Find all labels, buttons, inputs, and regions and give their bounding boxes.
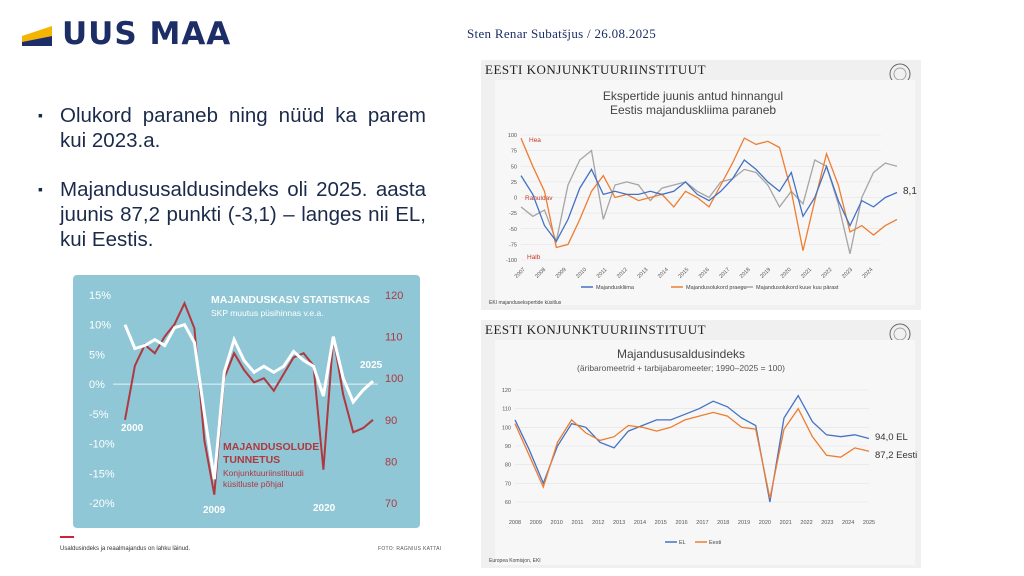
y-tick-label: 100 (501, 425, 511, 432)
x-tick-label: 2010 (550, 520, 563, 526)
x-tick-label: 2023 (841, 266, 855, 280)
end-value-label: 87,2 Eesti (875, 450, 918, 461)
chart-source: Europea Komisjon, EKI (489, 558, 541, 564)
author-date: Sten Renar Subatšjus / 26.08.2025 (467, 26, 657, 41)
x-tick-label: 2008 (534, 266, 548, 280)
side-label-bad: Halb (527, 254, 541, 261)
x-tick-label: 2014 (657, 266, 670, 280)
year-annotation: 2025 (360, 360, 383, 371)
series-subtitle-gdp: SKP muutus püsihinnas v.e.a. (211, 308, 324, 318)
growth-vs-sentiment-chart (73, 275, 420, 528)
x-tick-label: 2015 (654, 520, 667, 526)
left-tick-label: 0% (89, 379, 105, 392)
y-tick-label: 50 (510, 164, 517, 171)
left-tick-label: -10% (89, 438, 115, 451)
plot-area (495, 340, 918, 565)
bullet-square-icon: ▪ (38, 181, 43, 197)
chart-subtitle: (äribaromeetrid + tarbijabaromeeter; 1990–2025 = 100) (577, 363, 785, 373)
economic-climate-chart (481, 60, 921, 310)
x-tick-label: 2008 (508, 520, 522, 526)
x-tick-label: 2020 (758, 520, 772, 526)
end-value-label: 8,1 (903, 186, 917, 197)
bullet-item (38, 103, 426, 153)
x-tick-label: 2021 (800, 266, 814, 280)
left-chart-source: Usaldusindeks ja reaalmajandus on lahku läinud. (60, 546, 191, 552)
left-tick-label: -15% (89, 468, 115, 481)
y-tick-label: 75 (510, 148, 517, 155)
x-tick-label: 2024 (842, 520, 855, 526)
x-tick-label: 2019 (737, 520, 751, 526)
left-tick-label: 5% (89, 349, 105, 362)
x-tick-label: 2025 (862, 520, 876, 526)
x-tick-label: 2018 (717, 520, 730, 526)
year-annotation: 2020 (313, 503, 336, 514)
right-tick-label: 80 (385, 456, 398, 469)
series-subtitle-sentiment: Konjunktuuriinstituudi (223, 468, 304, 478)
bullet-text: Olukord paraneb ning nüüd ka parem kui 2023.a. (60, 104, 426, 152)
eki-climate-panel (481, 60, 921, 310)
chart-source: EKI majandusekspertide küsitlus (489, 300, 562, 306)
side-label-ok: Rahuldav (525, 195, 553, 202)
x-tick-label: 2009 (529, 520, 542, 526)
legend-label: Majanduskliima (596, 285, 634, 291)
x-tick-label: 2024 (861, 266, 875, 280)
economic-sentiment-chart (481, 320, 921, 568)
series-title-sentiment-2: TUNNETUS (223, 454, 281, 466)
x-tick-label: 2021 (779, 520, 792, 526)
right-tick-label: 70 (385, 498, 398, 510)
chart-title: Majandususaldusindeks (616, 347, 746, 361)
y-tick-label: 25 (510, 179, 517, 186)
left-tick-label: -5% (89, 408, 109, 421)
series-subtitle-sentiment-2: küsitluste põhjal (223, 479, 284, 489)
legend-label: Majandusolukord praegu (686, 285, 747, 291)
series-title-sentiment: MAJANDUSOLUDE (223, 441, 320, 453)
x-tick-label: 2015 (677, 266, 691, 280)
legend-label: Eesti (709, 540, 722, 546)
accent-bar (60, 536, 74, 538)
left-tick-label: -20% (89, 498, 115, 510)
panel-header: EESTI KONJUNKTUURIINSTITUUT (485, 62, 707, 77)
logo-mark-icon (22, 14, 58, 54)
x-tick-label: 2022 (820, 266, 834, 280)
left-chart-credit: FOTO: RAGNIUS KATTAI (378, 546, 442, 552)
x-tick-label: 2007 (513, 266, 527, 280)
legend-label: EL (679, 540, 686, 546)
x-tick-label: 2017 (696, 520, 709, 526)
series-title-gdp: MAJANDUSKASV STATISTIKAS (211, 294, 370, 306)
y-tick-label: -25 (509, 211, 517, 218)
y-tick-label: 120 (501, 388, 511, 394)
y-tick-label: -50 (509, 226, 517, 233)
left-tick-label: 15% (89, 290, 112, 302)
x-tick-label: 2009 (554, 266, 568, 280)
x-tick-label: 2011 (571, 520, 584, 526)
bullet-square-icon: ▪ (38, 107, 43, 123)
y-tick-label: 60 (504, 500, 511, 506)
x-tick-label: 2012 (592, 520, 605, 526)
y-tick-label: 80 (504, 462, 511, 469)
y-tick-label: -75 (509, 242, 517, 249)
x-tick-label: 2022 (800, 520, 813, 526)
y-tick-label: -100 (505, 258, 517, 264)
x-tick-label: 2016 (675, 520, 688, 526)
x-tick-label: 2016 (697, 266, 711, 280)
y-tick-label: 0 (513, 195, 517, 202)
x-tick-label: 2013 (612, 520, 626, 526)
panel-header: EESTI KONJUNKTUURIINSTITUUT (485, 322, 707, 337)
x-tick-label: 2012 (616, 266, 630, 280)
x-tick-label: 2018 (738, 266, 752, 280)
x-tick-label: 2011 (595, 266, 609, 280)
end-value-label: 94,0 EL (875, 432, 908, 443)
eki-confidence-panel (481, 320, 921, 568)
right-tick-label: 120 (385, 290, 404, 302)
y-tick-label: 100 (507, 133, 517, 139)
x-tick-label: 2017 (718, 266, 732, 280)
left-tick-label: 10% (89, 319, 112, 332)
x-tick-label: 2014 (633, 520, 647, 526)
bullet-item (38, 177, 426, 252)
chart-title-2: Eestis majanduskliima paraneb (609, 103, 777, 117)
y-tick-label: 110 (502, 406, 511, 413)
uus-maa-logo (22, 14, 262, 54)
y-tick-label: 70 (504, 481, 511, 488)
y-tick-label: 90 (504, 444, 511, 450)
right-tick-label: 90 (385, 414, 398, 427)
right-tick-label: 110 (385, 331, 403, 344)
right-tick-label: 100 (385, 373, 404, 386)
legend-label: Majandusolukord kuue kuu pärast (756, 285, 839, 291)
x-tick-label: 2023 (821, 520, 834, 526)
year-annotation: 2000 (121, 423, 144, 434)
logo-text: UUS MAA (62, 16, 232, 52)
x-tick-label: 2019 (759, 266, 773, 280)
x-tick-label: 2020 (779, 266, 793, 280)
chart-title: Ekspertide juunis antud hinnangul (602, 89, 784, 103)
side-label-good: Hea (529, 137, 541, 144)
year-annotation: 2009 (203, 505, 226, 516)
x-tick-label: 2013 (636, 266, 650, 280)
x-tick-label: 2010 (575, 266, 589, 280)
bullet-list (38, 103, 426, 276)
bullet-text: Majandususaldusindeks oli 2025. aasta juunis 87,2 punkti (-3,1) – langes nii EL, kui Eestis. (60, 178, 426, 251)
